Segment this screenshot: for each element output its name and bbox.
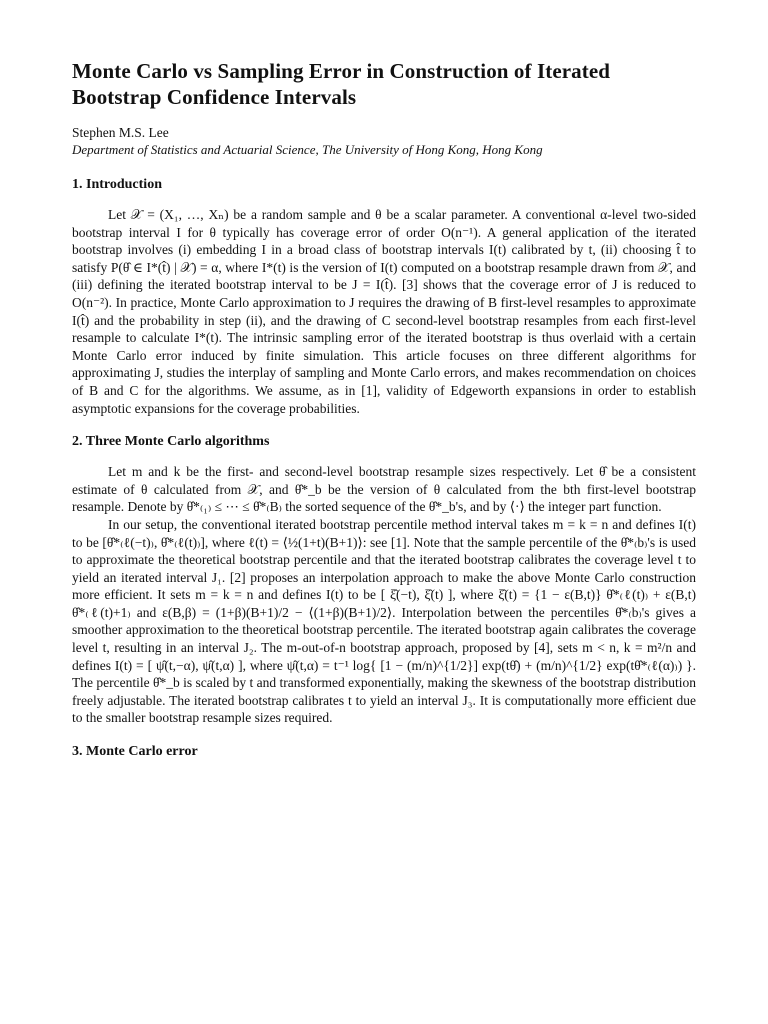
section-heading: 2. Three Monte Carlo algorithms xyxy=(72,434,270,450)
section-introduction xyxy=(72,176,696,417)
paper-title: Monte Carlo vs Sampling Error in Construction of Iterated Bootstrap Confidence Intervals xyxy=(72,59,611,109)
section-algorithms xyxy=(72,433,696,727)
paragraph: Let 𝒳 = (X₁, …, Xₙ) be a random sample and θ be a scalar parameter. A conventional α-level two-sided bootstrap interval I for θ typically has coverage error of order O(n⁻¹). A general application of the iterated bootstrap involves (i) embedding I in a broad class of bootstrap intervals I(t) calibrated by t, (ii) choosing t̂ to satisfy P(θ̂ ∈ I*(t̂) | 𝒳) = α, where I*(t) is the version of I(t) computed on a bootstrap resample drawn from 𝒳, and (iii) defining the iterated bootstrap interval to be J = I(t̂). [3] shows that the coverage error of J is reduced to O(n⁻²). In practice, Monte Carlo approximation to J requires the drawing of B first-level resamples to approximate I(t̂) and the probability in step (ii), and the drawing of C second-level bootstrap resamples from each first-level resample to calculate I*(t). The intrinsic sampling error of the iterated bootstrap is thus overlaid with a certain Monte Carlo error induced by finite simulation. This article focuses on three different algorithms for approximating J, studies the interplay of sampling and Monte Carlo errors, and makes recommendation on choices of B and C for the algorithms. We assume, as in [1], validity of Edgeworth expansions in order to establish asymptotic expansions for the coverage probabilities. xyxy=(72,207,696,416)
section-monte-carlo-error xyxy=(72,743,696,761)
paragraph: In our setup, the conventional iterated bootstrap percentile method interval takes m = k = n and defines I(t) to be [θ̂*₍ℓ(−t)₎, θ̂*₍ℓ(t)₎], where ℓ(t) = ⟨½(1+t)(B+1)⟩: see [1]. Note that the sample percentile of the θ̂*₍b₎'s is used to approximate the theoretical bootstrap percentile and that the iterated bootstrap calibrates the coverage level t to yield an iterated interval J₁. [2] proposes an interpolation approach to make the above Monte Carlo construction more efficient. It sets m = k = n and defines I(t) to be [ ξ̂(−t), ξ̂(t) ], where ξ̂(t) = {1 − ε(B,t)} θ̂*₍ℓ(t)₎ + ε(B,t) θ̂*₍ℓ(t)+1₎ and ε(B,β) = (1+β)(B+1)/2 − ⟨(1+β)(B+1)/2⟩. Interpolation between the percentiles θ̂*₍b₎'s gives a smoother approximation to the theoretical bootstrap percentile. The iterated bootstrap again calibrates the coverage level t, resulting in an interval J₂. The m-out-of-n bootstrap approach, proposed by [4], sets m < n, k = m²/n and defines I(t) = [ ψ̂(t,−α), ψ̂(t,α) ], where ψ̂(t,α) = t⁻¹ log{ [1 − (m/n)^{1/2}] exp(tθ̂) + (m/n)^{1/2} exp(tθ̂*₍ℓ(α)₎) }. The percentile θ̂*_b is scaled by t and transformed exponentially, making the skewness of the bootstrap distribution freely adjustable. The iterated bootstrap calibrates t to yield an interval J₃. It is computationally more efficient due to the smaller bootstrap resample sizes required. xyxy=(72,516,696,726)
paragraph: Let m and k be the first- and second-level bootstrap resample sizes respectively. Let θ̂ be a consistent estimate of θ calculated from 𝒳, and θ̂*_b be the version of θ calculated from the bth first-level bootstrap resample. Denote by θ̂*₍₁₎ ≤ ⋯ ≤ θ̂*₍B₎ the sorted sequence of the θ̂*_b's, and by ⟨·⟩ the integer part function. xyxy=(72,464,696,515)
author-name: Stephen M.S. Lee xyxy=(72,125,169,140)
paper-page xyxy=(72,58,696,777)
section-heading: 1. Introduction xyxy=(72,177,162,192)
author-affiliation: Department of Statistics and Actuarial Science, The University of Hong Kong, Hong Kong xyxy=(72,142,543,157)
section-heading: 3. Monte Carlo error xyxy=(72,744,198,760)
